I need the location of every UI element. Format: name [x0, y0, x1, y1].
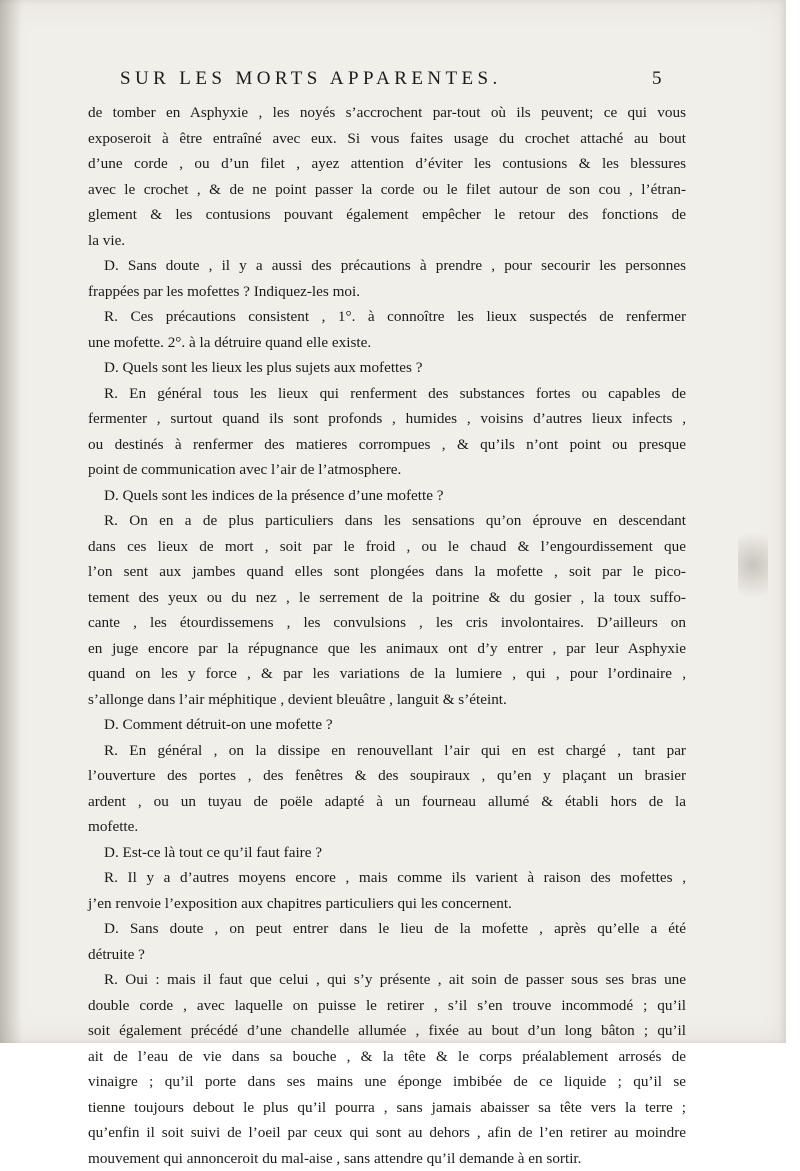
text-line: point de communication avec l’air de l’atmosphere.	[88, 457, 686, 483]
body-text	[88, 100, 686, 1171]
page-header	[120, 62, 680, 96]
text-line: D. Est-ce là tout ce qu’il faut faire ?	[88, 840, 686, 866]
text-line: fermenter , surtout quand ils sont profonds , humides , voisins d’autres lieux infects ,	[88, 406, 686, 432]
text-line: l’ouverture des portes , des fenêtres & des soupiraux , qu’en y plaçant un brasier	[88, 763, 686, 789]
text-line: frappées par les mofettes ? Indiquez-les moi.	[88, 279, 686, 305]
text-line: R. En général , on la dissipe en renouvellant l’air qui en est chargé , tant par	[88, 738, 686, 764]
text-line: R. Il y a d’autres moyens encore , mais comme ils varient à raison des mofettes ,	[88, 865, 686, 891]
text-line: mofette.	[88, 814, 686, 840]
text-line: exposeroit à être entraîné avec eux. Si vous faites usage du crochet attaché au bout	[88, 126, 686, 152]
text-line: D. Sans doute , on peut entrer dans le lieu de la mofette , après qu’elle a été	[88, 916, 686, 942]
text-line: quand on les y force , & par les variations de la lumiere , qui , pour l’ordinaire ,	[88, 661, 686, 687]
text-line: qu’enfin il soit suivi de l’oeil par ceux qui sont au dehors , afin de l’en retirer au moindre	[88, 1120, 686, 1146]
text-line: double corde , avec laquelle on puisse le retirer , s’il s’en trouve incommodé ; qu’il	[88, 993, 686, 1019]
text-line: avec le crochet , & de ne point passer la corde ou le filet autour de son cou , l’étran-	[88, 177, 686, 203]
text-line: R. On en a de plus particuliers dans les sensations qu’on éprouve en descendant	[88, 508, 686, 534]
text-line: R. En général tous les lieux qui renferment des substances fortes ou capables de	[88, 381, 686, 407]
text-line: glement & les contusions pouvant également empêcher le retour des fonctions de	[88, 202, 686, 228]
text-line: en juge encore par la répugnance que les animaux ont d’y entrer , par leur Asphyxie	[88, 636, 686, 662]
text-line: j’en renvoie l’exposition aux chapitres particuliers qui les concernent.	[88, 891, 686, 917]
page-number: 5	[652, 68, 662, 90]
text-line: R. Ces précautions consistent , 1°. à connoître les lieux suspectés de renfermer	[88, 304, 686, 330]
text-line: mouvement qui annonceroit du mal-aise , sans attendre qu’il demande à en sortir.	[88, 1146, 686, 1171]
text-line: une mofette. 2°. à la détruire quand elle existe.	[88, 330, 686, 356]
text-line: tienne toujours debout le plus qu’il pourra , sans jamais abaisser sa tête vers la terre ;	[88, 1095, 686, 1121]
text-line: D. Quels sont les lieux les plus sujets aux mofettes ?	[88, 355, 686, 381]
running-head: SUR LES MORTS APPARENTES.	[120, 68, 502, 90]
margin-stain	[738, 520, 768, 610]
text-line: D. Quels sont les indices de la présence d’une mofette ?	[88, 483, 686, 509]
text-line: l’on sent aux jambes quand elles sont plongées dans la mofette , soit par le pico-	[88, 559, 686, 585]
text-line: dans ces lieux de mort , soit par le froid , ou le chaud & l’engourdissement que	[88, 534, 686, 560]
text-line: R. Oui : mais il faut que celui , qui s’y présente , ait soin de passer sous ses bras une	[88, 967, 686, 993]
page-spine-shadow	[0, 0, 22, 1043]
text-line: de tomber en Asphyxie , les noyés s’accrochent par-tout où ils peuvent; ce qui vous	[88, 100, 686, 126]
text-line: ait de l’eau de vie dans sa bouche , & la tête & le corps préalablement arrosés de	[88, 1044, 686, 1070]
text-line: D. Sans doute , il y a aussi des précautions à prendre , pour secourir les personnes	[88, 253, 686, 279]
text-line: tement des yeux ou du nez , le serrement de la poitrine & du gosier , la toux suffo-	[88, 585, 686, 611]
text-line: d’une corde , ou d’un filet , ayez attention d’éviter les contusions & les blessures	[88, 151, 686, 177]
text-line: soit également précédé d’une chandelle allumée , fixée au bout d’un long bâton ; qu’il	[88, 1018, 686, 1044]
text-line: cante , les étourdissemens , les convulsions , les cris involontaires. D’ailleurs on	[88, 610, 686, 636]
text-line: détruite ?	[88, 942, 686, 968]
text-line: D. Comment détruit-on une mofette ?	[88, 712, 686, 738]
text-line: vinaigre ; qu’il porte dans ses mains une éponge imbibée de ce liquide ; qu’il se	[88, 1069, 686, 1095]
text-line: la vie.	[88, 228, 686, 254]
text-line: ardent , ou un tuyau de poële adapté à un fourneau allumé & établi hors de la	[88, 789, 686, 815]
text-line: ou destinés à renfermer des matieres corrompues , & qu’ils n’ont point ou presque	[88, 432, 686, 458]
text-line: s’allonge dans l’air méphitique , devient bleuâtre , languit & s’éteint.	[88, 687, 686, 713]
